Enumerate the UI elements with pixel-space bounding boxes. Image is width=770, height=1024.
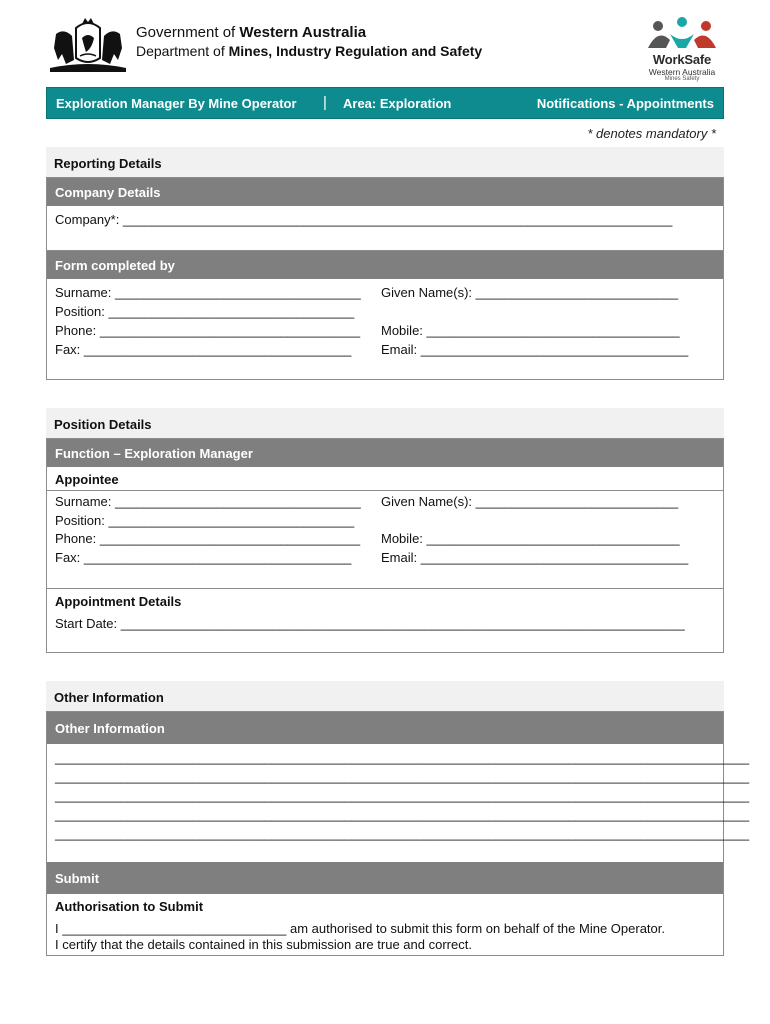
form-banner bbox=[46, 87, 724, 119]
worksafe-subtitle-small: Mines Safety bbox=[664, 76, 700, 82]
fax-field[interactable]: Fax: _____________________________________ bbox=[55, 342, 352, 357]
divider bbox=[47, 588, 723, 589]
appointee-surname-field[interactable]: Surname: __________________________________ bbox=[55, 494, 361, 509]
banner-separator: | bbox=[323, 94, 327, 111]
other-information-heading: Other Information bbox=[46, 681, 724, 711]
position-details-box bbox=[46, 438, 724, 653]
reporting-details-box bbox=[46, 177, 724, 380]
text-line: ________________________________________________________________________________________________ bbox=[55, 769, 750, 784]
banner-area: Area: Exploration bbox=[343, 96, 452, 111]
position-details-heading: Position Details bbox=[46, 408, 724, 438]
appointee-position-field[interactable]: Position: __________________________________ bbox=[55, 513, 355, 528]
text-line: ________________________________________________________________________________________________ bbox=[55, 788, 750, 803]
government-title: Government of Western Australia Department of Mines, Industry Regulation and Safety bbox=[136, 24, 483, 59]
phone-field[interactable]: Phone: ____________________________________ bbox=[55, 323, 361, 338]
email-field[interactable]: Email: _____________________________________ bbox=[381, 342, 689, 357]
wa-crest-icon bbox=[46, 14, 130, 76]
worksafe-subtitle: Western Australia bbox=[648, 67, 716, 77]
mobile-field[interactable]: Mobile: ___________________________________ bbox=[381, 323, 680, 338]
appointee-phone-field[interactable]: Phone: ____________________________________ bbox=[55, 531, 361, 546]
worksafe-logo bbox=[640, 14, 724, 84]
other-information-textarea[interactable] bbox=[55, 748, 749, 843]
worksafe-logo-icon bbox=[640, 14, 724, 54]
appointee-given-names-field[interactable]: Given Name(s): ____________________________ bbox=[381, 494, 679, 509]
text-line: ________________________________________________________________________________________________ bbox=[55, 826, 750, 841]
submit-bar: Submit bbox=[47, 862, 723, 894]
divider bbox=[47, 490, 723, 491]
reporting-details-heading: Reporting Details bbox=[46, 147, 724, 177]
banner-form-title: Exploration Manager By Mine Operator bbox=[56, 96, 297, 111]
banner-category: Notifications - Appointments bbox=[536, 96, 714, 111]
function-bar: Function – Exploration Manager bbox=[47, 439, 723, 467]
authorisation-name-field[interactable]: I _______________________________ am authorised to submit this form on behalf of the Mine Operator. bbox=[55, 921, 665, 936]
worksafe-title: WorkSafe bbox=[652, 52, 712, 67]
surname-field[interactable]: Surname: __________________________________ bbox=[55, 285, 361, 300]
text-line: ________________________________________________________________________________________________ bbox=[55, 750, 750, 765]
other-information-box bbox=[46, 711, 750, 956]
start-date-field[interactable]: Start Date: ______________________________________________________________________________ bbox=[55, 616, 685, 631]
form-completed-by-bar: Form completed by bbox=[47, 251, 723, 279]
authorisation-heading: Authorisation to Submit bbox=[55, 899, 204, 914]
appointee-email-field[interactable]: Email: _____________________________________ bbox=[381, 550, 689, 565]
company-details-bar: Company Details bbox=[47, 178, 723, 206]
position-field[interactable]: Position: __________________________________ bbox=[55, 304, 355, 319]
appointment-details-heading: Appointment Details bbox=[55, 594, 182, 609]
given-names-field[interactable]: Given Name(s): ____________________________ bbox=[381, 285, 679, 300]
appointee-heading: Appointee bbox=[55, 472, 119, 487]
other-information-bar: Other Information bbox=[47, 712, 723, 744]
appointee-mobile-field[interactable]: Mobile: ___________________________________ bbox=[381, 531, 680, 546]
certify-statement: I certify that the details contained in this submission are true and correct. bbox=[55, 937, 472, 952]
mandatory-note: * denotes mandatory * bbox=[587, 126, 716, 141]
text-line: ________________________________________________________________________________________________ bbox=[55, 807, 750, 822]
appointee-fax-field[interactable]: Fax: _____________________________________ bbox=[55, 550, 352, 565]
company-field[interactable]: Company*: ____________________________________________________________________________ bbox=[55, 212, 673, 227]
